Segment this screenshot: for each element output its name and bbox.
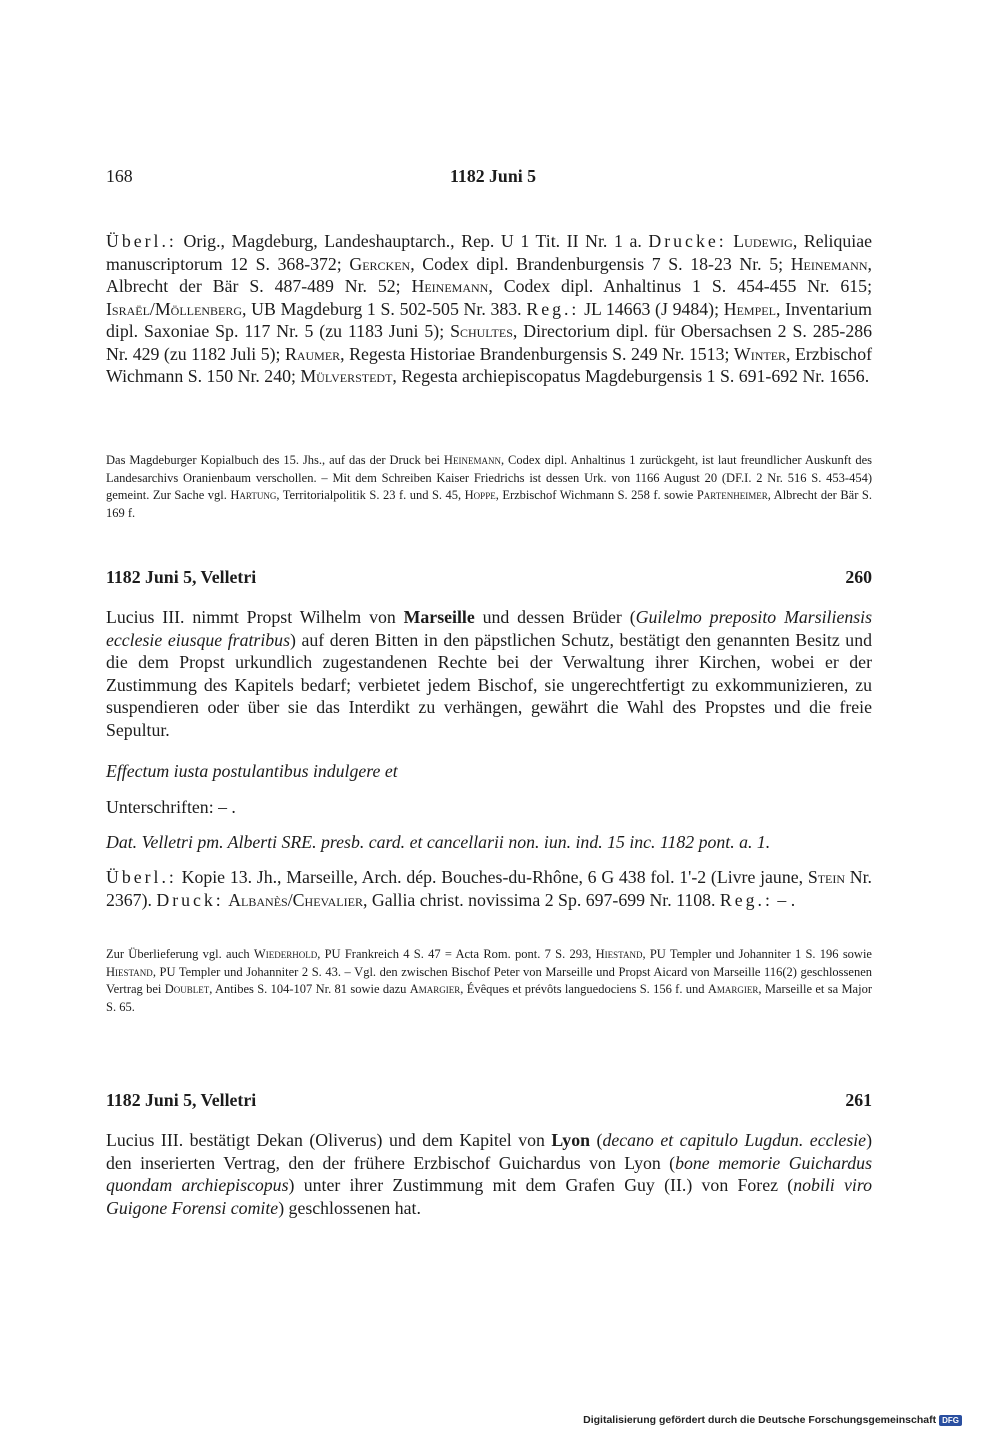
text-run: Nr. 2367).	[106, 867, 873, 910]
digitization-credit	[583, 1414, 962, 1426]
text-run: bone memorie Guichardus quondam archiepiscopus	[106, 1152, 872, 1195]
text-run: Heinemann	[411, 276, 489, 296]
text-run: Druck:	[156, 889, 224, 910]
text-run: Hempel	[723, 298, 776, 319]
text-run: , Albrecht der Bär S. 487-489 Nr. 52;	[106, 253, 872, 296]
text-run: ) den inserierten Vertrag, den der frühere Erzbischof Guichardus von Lyon (	[106, 1130, 872, 1173]
text-run: , Regesta archiepiscopatus Magdeburgensis 1 S. 691-692 Nr. 1656.	[392, 366, 870, 386]
text-run: Heinemann	[443, 453, 501, 467]
text-run: , Albrecht der Bär S. 169 f.	[106, 488, 872, 520]
entry-260-signatures: Unterschriften: – .	[106, 797, 236, 817]
text-run: ) geschlossenen hat.	[278, 1197, 421, 1218]
text-run: Überl.:	[106, 231, 177, 251]
text-run: Mülverstedt	[300, 366, 393, 386]
text-run: , Antibes S. 104-107 Nr. 81 sowie dazu	[209, 982, 410, 997]
text-run: , PU Templer und Johanniter 1 S. 196 sowie	[642, 947, 872, 961]
text-run: Raumer	[284, 343, 341, 364]
entry-260-incipit: Effectum iusta postulantibus indulgere et	[106, 761, 398, 781]
text-run: Orig., Magdeburg, Landeshauptarch., Rep. U 1 Tit. II Nr. 1 a.	[176, 231, 649, 251]
text-run: , PU Frankreich 4 S. 47 = Acta Rom. pont. 7 S. 293,	[317, 947, 596, 961]
text-run: Lucius III. bestätigt Dekan (Oliverus) und dem Kapitel von	[106, 1130, 552, 1150]
text-run: , Inventarium dipl. Saxoniae Sp. 117 Nr. 5 (zu 1183 Juni 5);	[106, 298, 872, 341]
text-run: , Marseille et sa Major S. 65.	[106, 982, 872, 1014]
text-run: Marseille	[403, 607, 475, 627]
text-run: Gercken	[349, 253, 411, 274]
text-run: (	[589, 1130, 603, 1150]
text-run: Albanès/Chevalier	[228, 889, 363, 910]
text-run: Hoppe	[464, 488, 496, 503]
text-run: Zur Überlieferung vgl. auch	[106, 947, 254, 961]
text-run: Reg.:	[526, 298, 580, 319]
text-run: decano et capitulo Lugdun. ecclesie	[602, 1130, 867, 1150]
entry-260-heading	[106, 567, 872, 588]
text-run: Israël/Möllenberg	[106, 298, 243, 319]
text-run: , Codex dipl. Brandenburgensis 7 S. 18-23 Nr. 5;	[410, 253, 791, 274]
text-run: Winter	[733, 343, 787, 364]
text-run: Amargier	[707, 982, 759, 997]
text-run: Überl.:	[106, 867, 177, 887]
text-run: Reg.:	[719, 889, 773, 910]
dfg-logo: DFG	[939, 1415, 962, 1426]
entry-261-summary	[106, 1129, 872, 1219]
text-run: Hiestand	[595, 947, 643, 961]
text-run: Ludewig	[733, 231, 793, 251]
text-run: Doublet	[164, 982, 210, 997]
entry-260-transmission	[106, 866, 872, 911]
entry-261-number: 261	[845, 1090, 872, 1110]
text-run: und dessen Brüder (	[474, 607, 636, 627]
text-run: , Évêques et prévôts languedociens S. 156 f. und	[460, 982, 708, 997]
entry-260-summary	[106, 606, 872, 741]
text-run: nobili viro Guigone Forensi comite	[106, 1175, 873, 1218]
text-run: , Erzbischof Wichmann S. 150 Nr. 240;	[106, 343, 872, 386]
text-run: Hartung	[230, 488, 277, 503]
text-run: , Gallia christ. novissima 2 Sp. 697-699 Nr. 1108.	[362, 889, 720, 910]
text-run: Partenheimer	[696, 488, 768, 503]
entry-260-number: 260	[845, 567, 872, 587]
text-run: , Erzbischof Wichmann S. 258 f. sowie	[495, 488, 697, 503]
text-run: Amargier	[409, 982, 461, 997]
text-run: ) unter ihrer Zustimmung mit dem Grafen Guy (II.) von Forez (	[288, 1175, 794, 1195]
text-run: Heinemann	[790, 253, 868, 274]
entry-261-heading	[106, 1090, 872, 1111]
entry-260-dating: Dat. Velletri pm. Alberti SRE. presb. card. et cancellarii non. iun. ind. 15 inc. 1182 pont. a. 1.	[106, 832, 771, 852]
entry-261-date-place: 1182 Juni 5, Velletri	[106, 1090, 257, 1110]
entry-260-date-place: 1182 Juni 5, Velletri	[106, 567, 257, 587]
text-run: Das Magdeburger Kopialbuch des 15. Jhs., auf das der Druck bei	[106, 453, 444, 467]
text-run: Stein	[807, 867, 846, 887]
text-run: Schultes	[450, 321, 513, 341]
text-run: Kopie 13. Jh., Marseille, Arch. dép. Bouches-du-Rhône, 6 G 438 fol. 1'-2 (Livre jaune,	[176, 867, 808, 887]
text-run: , Directorium dipl. für Obersachsen 2 S. 285-286 Nr. 429 (zu 1182 Juli 5);	[106, 321, 872, 364]
credit-text: Digitalisierung gefördert durch die Deutsche Forschungsgemeinschaft	[583, 1414, 937, 1426]
text-run: Wiederhold	[253, 947, 318, 961]
text-run: , UB Magdeburg 1 S. 502-505 Nr. 383.	[242, 298, 527, 319]
page-number: 168	[106, 166, 133, 186]
text-run: ) auf deren Bitten in den päpstlichen Schutz, bestätigt den genannten Besitz und die dem Propst urkundlich zugestandenen Rechte bei der Verwaltung ihrer Kirchen, wobei er der Zustimmung des Kapitels bedarf; verbietet jedem Bischof, sie ungerechtfertigt zu exkommunizieren, zu suspendieren oder über sie das Interdikt zu verhängen, gewährt die Wahl des Propstes und die freie Sepultur.	[106, 629, 872, 740]
text-run: Lyon	[551, 1130, 590, 1150]
text-run: , Codex dipl. Anhaltinus 1 zurückgeht, ist laut freundlicher Auskunft des Landesarchivs Oranienbaum verschollen. – Mit dem Schreiben Kaiser Friedrichs ist dessen Urk. von 1166 August 20 (DF.I. 2 Nr. 516 S. 453-454) gemeint. Zur Sache vgl.	[106, 453, 872, 503]
text-run: , PU Templer und Johanniter 2 S. 43. – Vgl. den zwischen Bischof Peter von Marseille und Propst Aicard von Marseille 116(2) geschlossenen Vertrag bei	[106, 964, 872, 997]
prev-transmission	[106, 230, 872, 388]
running-header	[106, 166, 536, 187]
running-title: 1182 Juni 5	[450, 166, 536, 186]
text-run: JL 14663 (J 9484);	[579, 298, 724, 319]
text-run: – .	[772, 889, 796, 910]
text-run: , Territorialpolitik S. 23 f. und S. 45,	[276, 488, 465, 503]
entry-260-note	[106, 946, 872, 1016]
text-run: Drucke:	[648, 231, 727, 251]
text-run: , Reliquiae manuscriptorum 12 S. 368-372;	[106, 231, 872, 274]
text-run: Guilelmo preposito Marsiliensis ecclesie eiusque fratribus	[106, 607, 873, 650]
text-run: Hiestand	[106, 964, 153, 979]
text-run: , Regesta Historiae Brandenburgensis S. 249 Nr. 1513;	[340, 343, 734, 364]
text-run: , Codex dipl. Anhaltinus 1 S. 454-455 Nr. 615;	[488, 276, 873, 296]
text-run: Lucius III. nimmt Propst Wilhelm von	[106, 607, 404, 627]
prev-note	[106, 452, 872, 522]
